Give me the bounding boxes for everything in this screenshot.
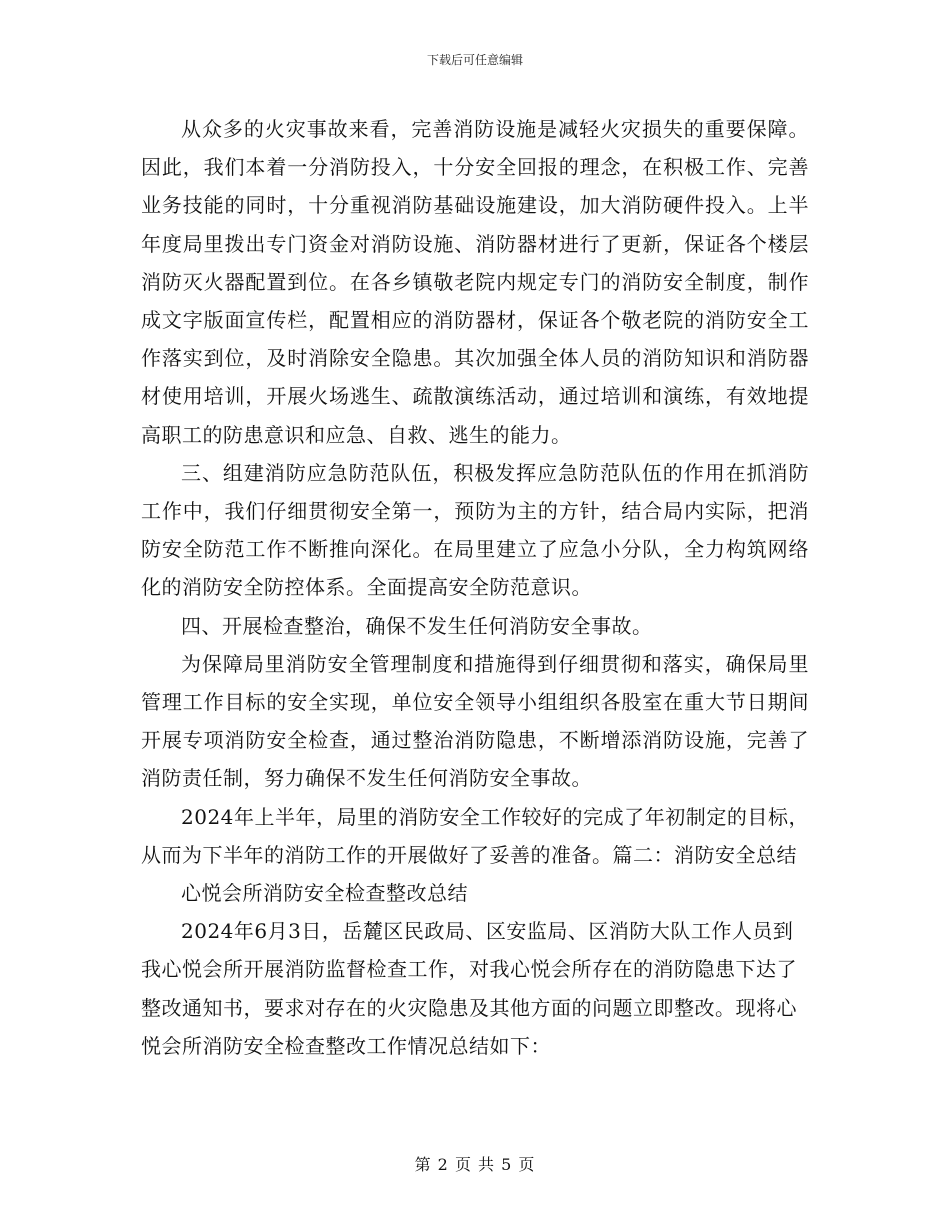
document-body	[141, 110, 809, 1065]
paragraph-inspection-heading: 四、开展检查整治，确保不发生任何消防安全事故。	[181, 613, 653, 638]
paragraph-emergency-team: 三、组建消防应急防范队伍，积极发挥应急防范队伍的作用在抓消防工作中，我们仔细贯彻安全第一，预防为主的方针，结合局内实际，把消防安全防范工作不断推向深化。在局里建立了应急小分队，全力构筑网络化的消防安全防控体系。全面提高安全防范意识。	[141, 460, 809, 600]
paragraph-half-year-summary: 2024年上半年，局里的消防安全工作较好的完成了年初制定的目标，从而为下半年的消防工作的开展做好了妥善的准备。篇二：消防安全总结	[141, 804, 809, 867]
header-note: 下载后可任意编辑	[426, 53, 523, 67]
page-number-footer: 第 2 页 共 5 页	[414, 1155, 536, 1174]
paragraph-fire-facilities: 从众多的火灾事故来看，完善消防设施是减轻火灾损失的重要保障。因此，我们本着一分消防投入，十分安全回报的理念，在积极工作、完善业务技能的同时，十分重视消防基础设施建设，加大消防硬件投入。上半年度局里拨出专门资金对消防设施、消防器材进行了更新，保证各个楼层消防灭火器配置到位。在各乡镇敬老院内规定专门的消防安全制度，制作成文字版面宣传栏，配置相应的消防器材，保证各个敬老院的消防安全工作落实到位，及时消除安全隐患。其次加强全体人员的消防知识和消防器材使用培训，开展火场逃生、疏散演练活动，通过培训和演练，有效地提高职工的防患意识和应急、自救、逃生的能力。	[141, 117, 809, 447]
paragraph-section-title: 心悦会所消防安全检查整改总结	[181, 881, 468, 906]
paragraph-inspection-detail: 为保障局里消防安全管理制度和措施得到仔细贯彻和落实，确保局里管理工作目标的安全实现，单位安全领导小组组织各股室在重大节日期间开展专项消防安全检查，通过整治消防隐患，不断增添消防设施，完善了消防责任制，努力确保不发生任何消防安全事故。	[141, 651, 809, 791]
paragraph-rectification-intro: 2024年6月3日，岳麓区民政局、区安监局、区消防大队工作人员到我心悦会所开展消防监督检查工作，对我心悦会所存在的消防隐患下达了整改通知书，要求对存在的火灾隐患及其他方面的问题立即整改。现将心悦会所消防安全检查整改工作情况总结如下：	[141, 919, 797, 1058]
